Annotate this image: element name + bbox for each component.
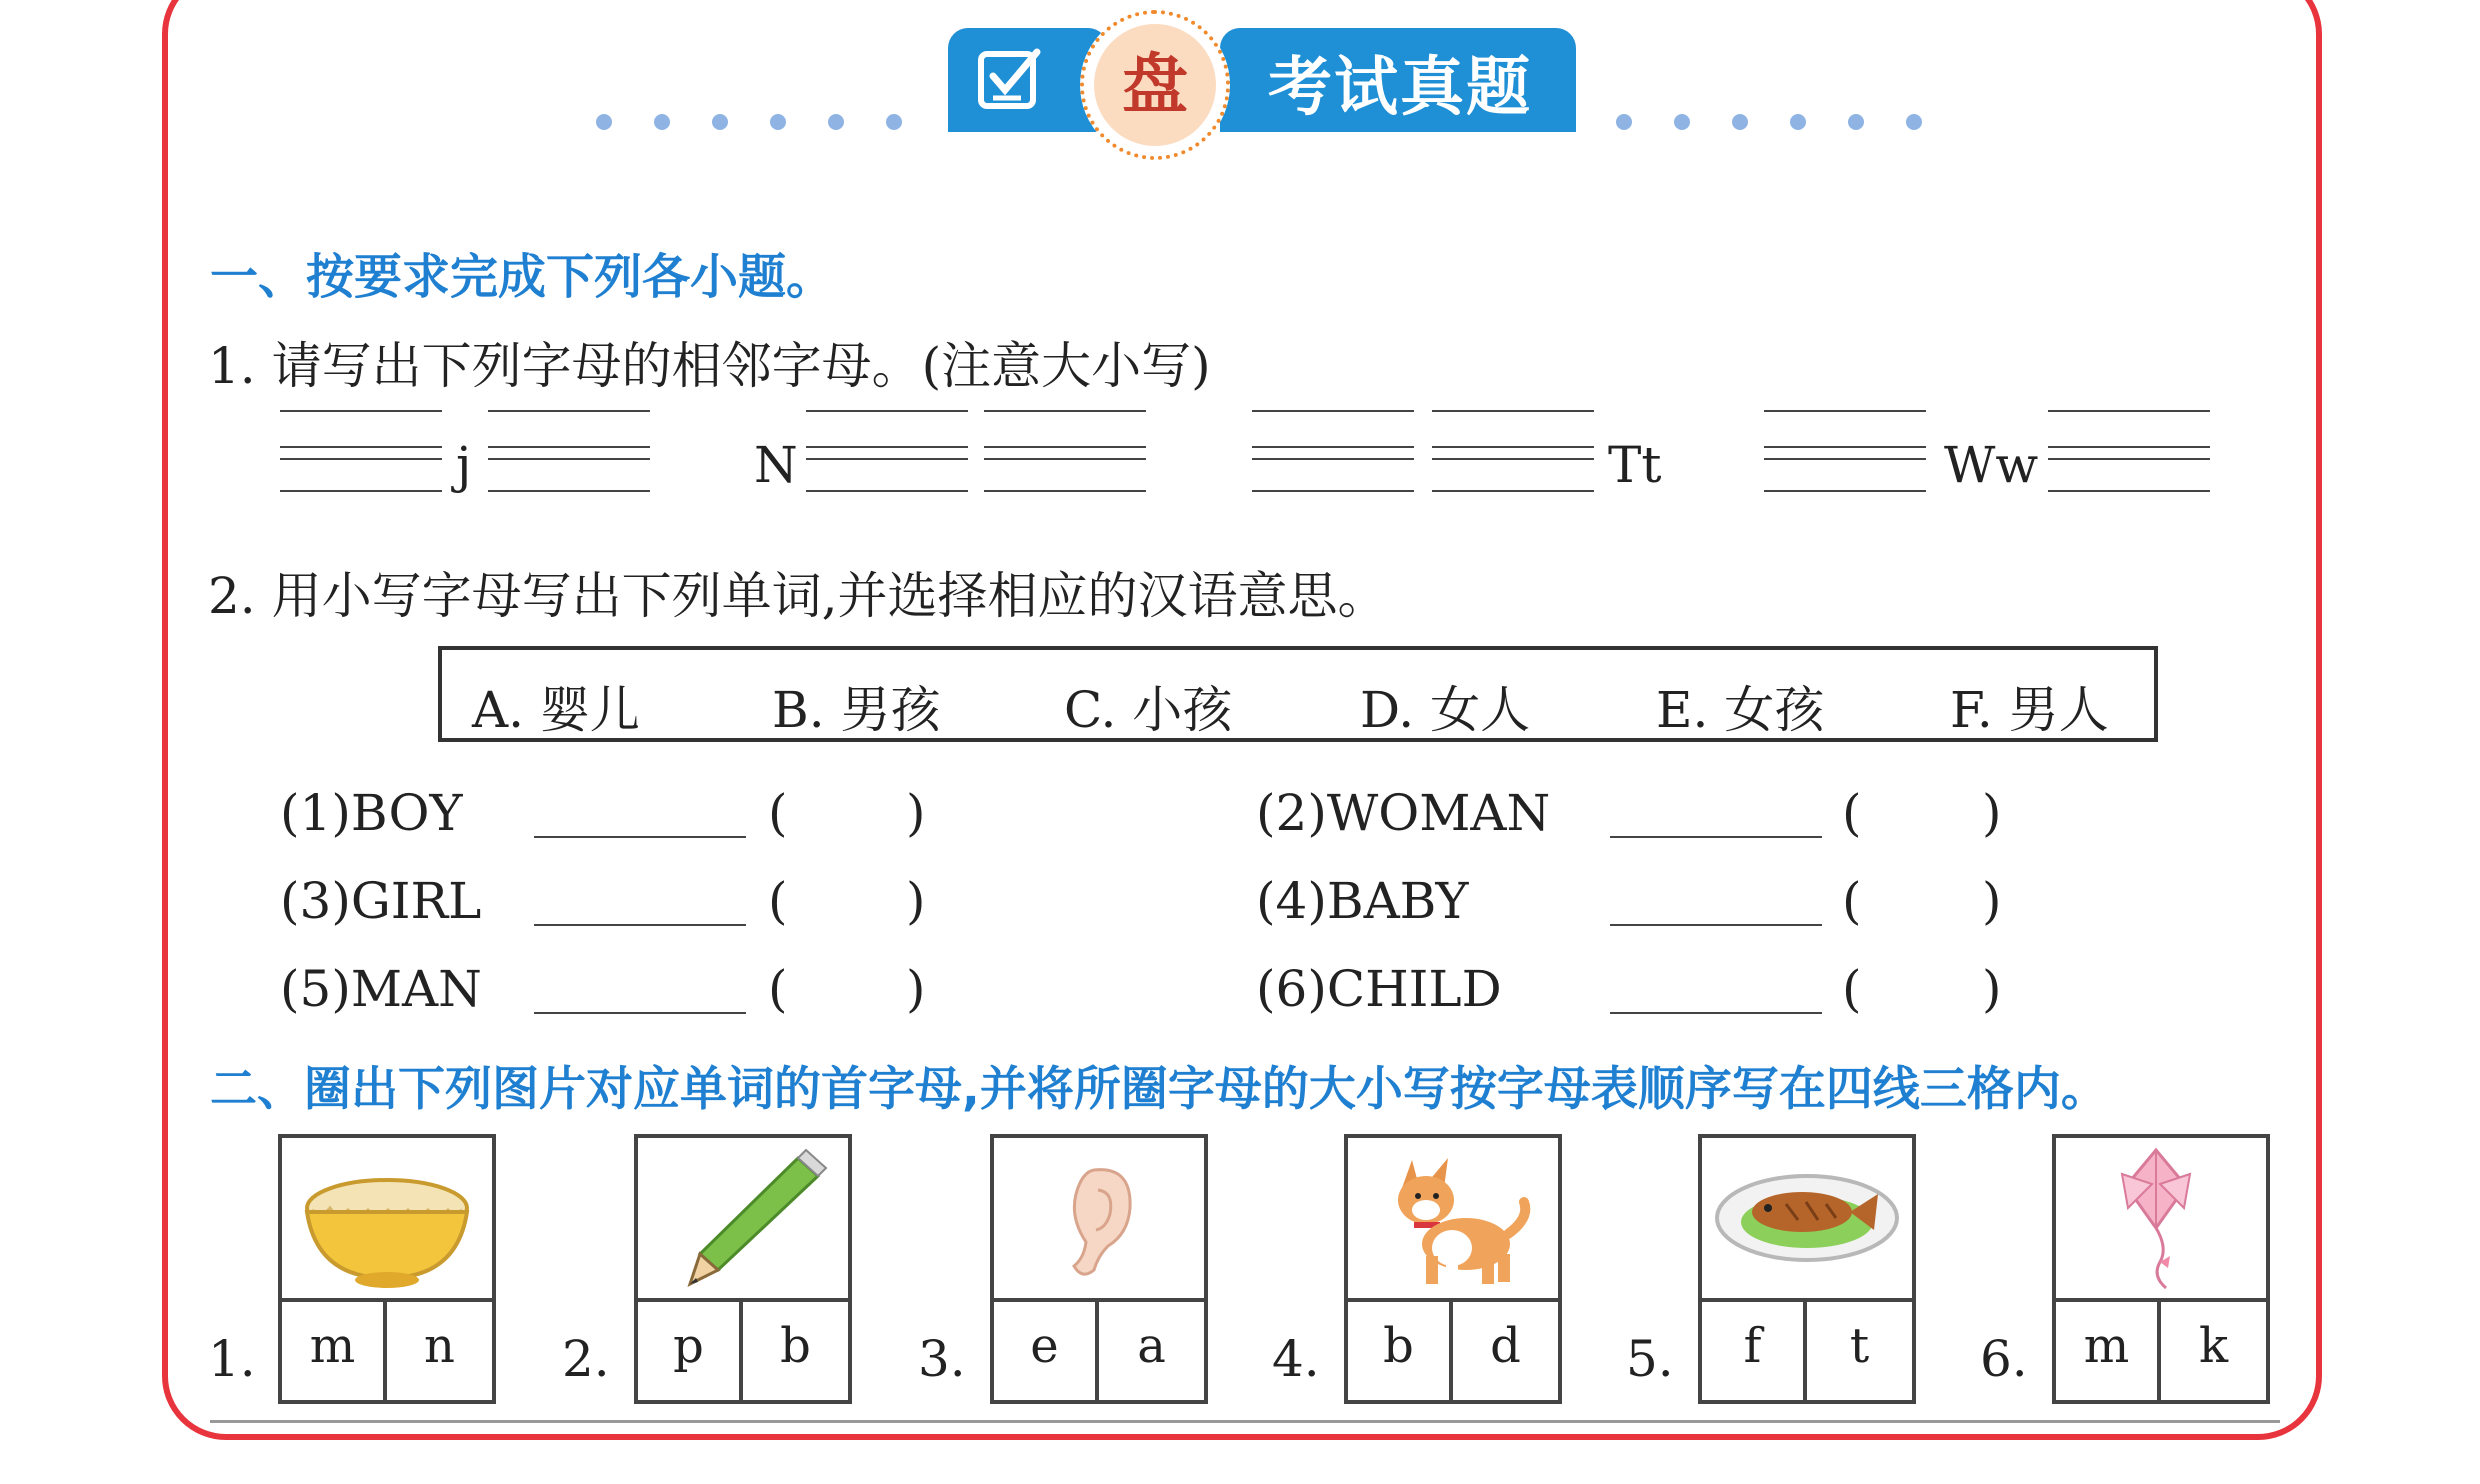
- option-m[interactable]: m: [282, 1298, 387, 1400]
- picture-card: [1344, 1134, 1562, 1404]
- paren-close: ): [906, 872, 926, 930]
- choice-box: [438, 646, 2158, 742]
- choice-b: B. 男孩: [772, 681, 941, 739]
- writing-lines[interactable]: [806, 410, 968, 490]
- ear-icon: [994, 1138, 1204, 1298]
- writing-lines[interactable]: [984, 410, 1146, 490]
- answer-blank[interactable]: [1610, 1012, 1822, 1014]
- answer-blank[interactable]: [534, 1012, 746, 1014]
- header-seal: [1080, 10, 1230, 160]
- option-b[interactable]: b: [743, 1298, 848, 1400]
- q1-text: 1. 请写出下列字母的相邻字母。(注意大小写): [208, 337, 1211, 395]
- option-b[interactable]: b: [1348, 1298, 1453, 1400]
- option-f[interactable]: f: [1702, 1298, 1807, 1400]
- paren-open[interactable]: (: [768, 872, 788, 930]
- paren-close: ): [1982, 960, 2002, 1018]
- answer-blank[interactable]: [1610, 836, 1822, 838]
- paren-close: ): [1982, 872, 2002, 930]
- answer-blank[interactable]: [534, 836, 746, 838]
- writing-lines[interactable]: [2048, 410, 2210, 490]
- bottom-divider: [210, 1420, 2280, 1423]
- option-m[interactable]: m: [2056, 1298, 2161, 1400]
- paren-open[interactable]: (: [1842, 872, 1862, 930]
- picture-number: 3.: [918, 1330, 966, 1388]
- picture-number: 6.: [1980, 1330, 2028, 1388]
- picture-number: 4.: [1272, 1330, 1320, 1388]
- writing-lines[interactable]: [1252, 410, 1414, 490]
- paren-open[interactable]: (: [768, 960, 788, 1018]
- picture-card: [1698, 1134, 1916, 1404]
- option-n[interactable]: n: [387, 1298, 492, 1400]
- paren-open[interactable]: (: [1842, 784, 1862, 842]
- dog-icon: [1348, 1138, 1558, 1298]
- q2-text: 2. 用小写字母写出下列单词,并选择相应的汉语意思。: [208, 567, 1388, 625]
- option-t[interactable]: t: [1807, 1298, 1912, 1400]
- paren-close: ): [906, 960, 926, 1018]
- checklist-icon: [975, 46, 1047, 114]
- item-girl: (3)GIRL: [280, 872, 482, 930]
- picture-card: [634, 1134, 852, 1404]
- option-a[interactable]: a: [1099, 1298, 1204, 1400]
- picture-card: [2052, 1134, 2270, 1404]
- header-dots-left: [596, 114, 902, 130]
- choice-a: A. 婴儿: [472, 681, 640, 739]
- item-woman: (2)WOMAN: [1256, 784, 1551, 842]
- writing-lines[interactable]: [1432, 410, 1594, 490]
- paren-open[interactable]: (: [1842, 960, 1862, 1018]
- choice-f: F. 男人: [1950, 681, 2109, 739]
- option-k[interactable]: k: [2161, 1298, 2266, 1400]
- letter-ww: Ww: [1944, 436, 2039, 494]
- paren-close: ): [1982, 784, 2002, 842]
- item-boy: (1)BOY: [280, 784, 463, 842]
- writing-lines[interactable]: [1764, 410, 1926, 490]
- choice-d: D. 女人: [1360, 681, 1531, 739]
- pencil-icon: [638, 1138, 848, 1298]
- choice-c: C. 小孩: [1064, 681, 1233, 739]
- option-p[interactable]: p: [638, 1298, 743, 1400]
- option-d[interactable]: d: [1453, 1298, 1558, 1400]
- item-baby: (4)BABY: [1256, 872, 1469, 930]
- choice-e: E. 女孩: [1656, 681, 1825, 739]
- header-title: 考试真题: [1268, 51, 1532, 125]
- writing-lines[interactable]: [280, 410, 442, 490]
- picture-card: [278, 1134, 496, 1404]
- fish-dish-icon: [1702, 1138, 1912, 1298]
- item-man: (5)MAN: [280, 960, 482, 1018]
- letter-tt: Tt: [1608, 436, 1662, 494]
- item-child: (6)CHILD: [1256, 960, 1502, 1018]
- header-dots-right: [1616, 114, 1922, 130]
- paren-open[interactable]: (: [768, 784, 788, 842]
- picture-number: 1.: [208, 1330, 256, 1388]
- picture-number: 2.: [562, 1330, 610, 1388]
- picture-number: 5.: [1626, 1330, 1674, 1388]
- writing-lines[interactable]: [488, 410, 650, 490]
- option-e[interactable]: e: [994, 1298, 1099, 1400]
- kite-icon: [2056, 1138, 2266, 1298]
- section1-title: 一、按要求完成下列各小题。: [210, 249, 835, 305]
- paren-close: ): [906, 784, 926, 842]
- seal-char: 盘: [1094, 24, 1216, 146]
- letter-n: N: [754, 436, 798, 494]
- section2-title: 二、圈出下列图片对应单词的首字母,并将所圈字母的大小写按字母表顺序写在四线三格内。: [210, 1062, 2108, 1117]
- answer-blank[interactable]: [1610, 924, 1822, 926]
- picture-card: [990, 1134, 1208, 1404]
- letter-j: j: [456, 436, 472, 494]
- noodles-bowl-icon: [282, 1138, 492, 1298]
- answer-blank[interactable]: [534, 924, 746, 926]
